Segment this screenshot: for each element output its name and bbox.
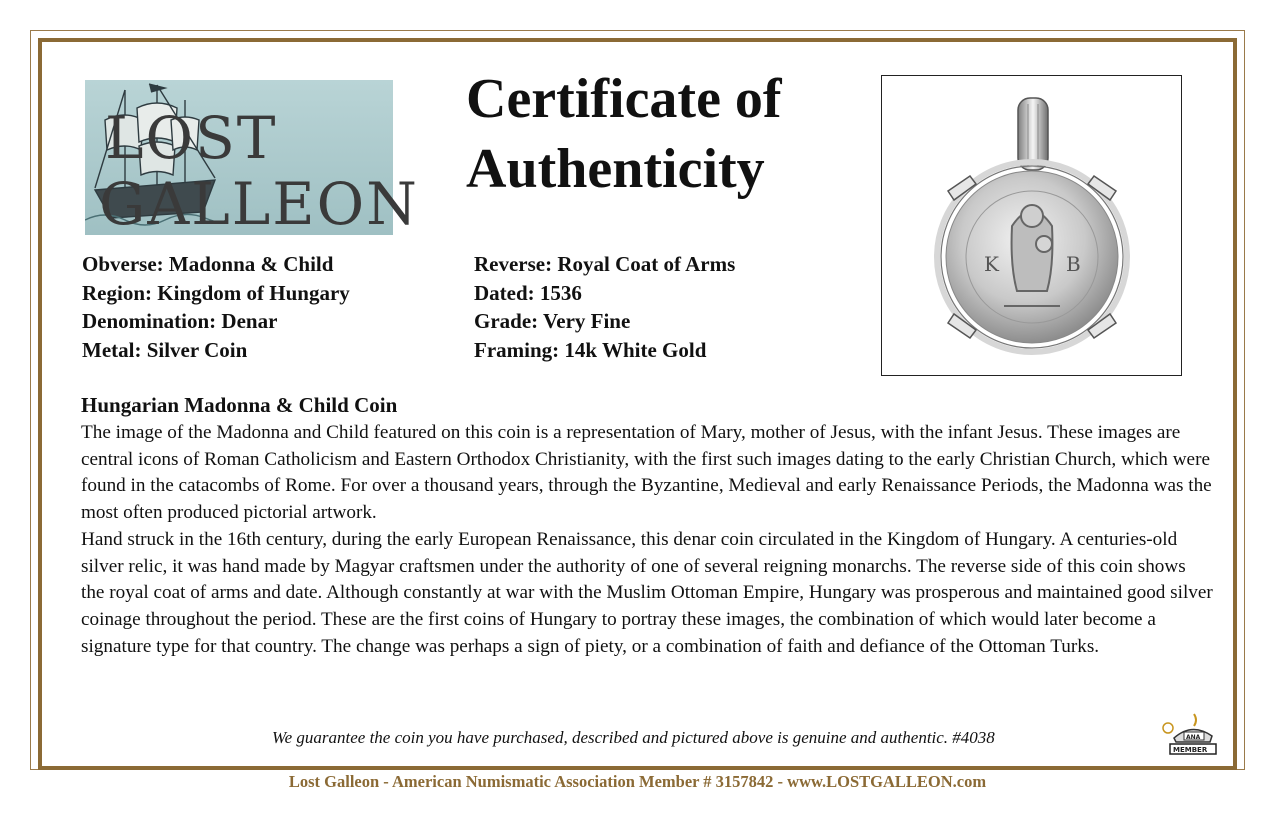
spec-region: Region: Kingdom of Hungary bbox=[82, 280, 350, 305]
specs-left-column bbox=[82, 250, 350, 364]
footer-contact: Lost Galleon - American Numismatic Association Member # 3157842 - www.LOSTGALLEON.com bbox=[288, 772, 987, 791]
description-paragraph-2: Hand struck in the 16th century, during the early European Renaissance, this denar coin circulated in the Kingdom of Hungary. A centuries-old silver relic, it was hand made by Magyar craftsmen under the authority of one of several reigning monarchs. The reverse side of this coin shows the royal coat of arms and date. Although constantly at war with the Muslim Ottoman Empire, Hungary was prosperous and maintained good silver coinage throughout the period. These are the first coins of Hungary to portray these images, the combination of which would later become a signature type for that country. The change was perhaps a sign of piety, or a combination of faith and defiance of the Ottoman Turks. bbox=[81, 528, 1213, 657]
certificate-title: Certificate of Authenticity bbox=[466, 68, 782, 200]
badge-bottom-text: MEMBER bbox=[1173, 746, 1208, 754]
spec-denomination: Denomination: Denar bbox=[82, 309, 278, 333]
badge-top-text: ANA bbox=[1186, 734, 1201, 741]
spec-framing: Framing: 14k White Gold bbox=[474, 337, 707, 362]
description-heading: Hungarian Madonna & Child Coin bbox=[81, 393, 398, 417]
guarantee-statement: We guarantee the coin you have purchased, described and pictured above is genuine and authentic. #4038 bbox=[272, 728, 995, 747]
lost-galleon-logo bbox=[85, 80, 419, 238]
spec-obverse: Obverse: Madonna & Child bbox=[82, 252, 334, 276]
coin-letter-left: K bbox=[984, 252, 999, 276]
coin-pendant-icon bbox=[882, 76, 1180, 374]
logo-word-galleon: GALLEON bbox=[99, 170, 419, 238]
spec-grade: Grade: Very Fine bbox=[474, 309, 631, 333]
specs-right-column bbox=[474, 250, 735, 364]
ana-member-badge-icon bbox=[1160, 708, 1224, 758]
coin-description bbox=[81, 392, 1213, 660]
spec-metal: Metal: Silver Coin bbox=[82, 337, 248, 362]
spec-reverse: Reverse: Royal Coat of Arms bbox=[474, 252, 736, 276]
description-paragraph-1: The image of the Madonna and Child featured on this coin is a representation of Mary, mother of Jesus, with the infant Jesus. These images are central icons of Roman Catholicism and Eastern Orthodox Christianity, with the first such images dating to the early Christian Church, which were found in the catacombs of Rome. For over a thousand years, through the Byzantine, Medieval and early Renaissance Periods, the Madonna was the most often produced pictorial artwork. bbox=[81, 422, 1212, 524]
logo-word-lost: LOST bbox=[105, 104, 278, 172]
spec-dated: Dated: 1536 bbox=[474, 280, 582, 305]
coin-letter-right: B bbox=[1066, 252, 1081, 276]
coin-photo bbox=[881, 75, 1182, 376]
